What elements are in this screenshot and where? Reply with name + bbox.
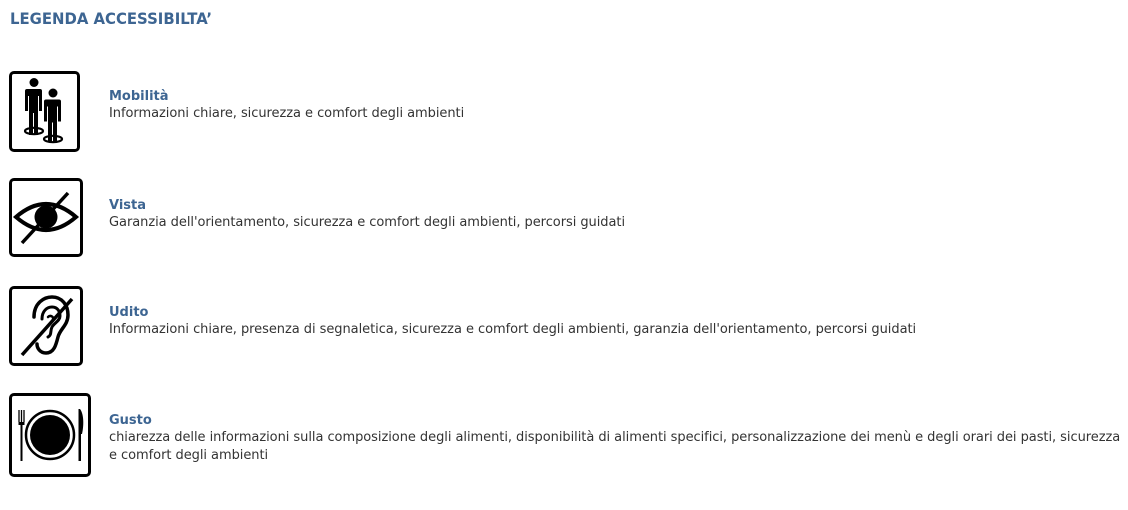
item-title: Udito (109, 305, 149, 320)
hearing-icon (9, 286, 83, 366)
mobility-icon (9, 71, 80, 152)
legend-item-text (109, 197, 1124, 232)
item-title: Gusto (109, 413, 152, 428)
item-description: Informazioni chiare, sicurezza e comfort degli ambienti (109, 106, 465, 121)
item-description: Informazioni chiare, presenza di segnaletica, sicurezza e comfort degli ambienti, garanzia dell'orientamento, percorsi guidati (109, 322, 917, 337)
page-title: LEGENDA ACCESSIBILTA’ (10, 9, 213, 28)
legend-item-text (109, 88, 1124, 123)
item-description: Garanzia dell'orientamento, sicurezza e comfort degli ambienti, percorsi guidati (109, 215, 626, 230)
legend-item-text (109, 412, 1124, 464)
item-title: Vista (109, 198, 147, 213)
item-title: Mobilità (109, 89, 169, 104)
legend-item-text (109, 304, 1124, 339)
taste-icon (9, 393, 91, 477)
vision-icon (9, 178, 83, 257)
item-description: chiarezza delle informazioni sulla composizione degli alimenti, disponibilità di alimenti specifici, personalizzazione dei menù e degli orari dei pasti, sicurezza e comfort degli ambienti (109, 430, 1121, 463)
